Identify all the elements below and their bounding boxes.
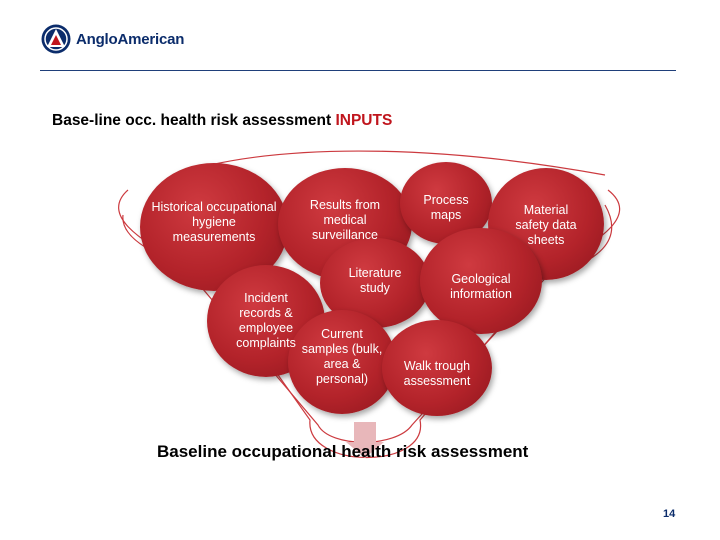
page-number: 14 [663, 508, 676, 520]
label-incident-records: Incident records & employee complaints [236, 291, 296, 350]
logo-text: AngloAmerican [76, 30, 185, 48]
title-accent: INPUTS [335, 112, 393, 129]
label-literature-study: Literature study [348, 266, 402, 295]
label-historical-measurements: Historical occupational hygiene measurements [151, 200, 277, 244]
label-process-maps: Process maps [423, 193, 469, 222]
title-main: Base-line occ. health risk assessment [52, 112, 336, 129]
arrow-stem [354, 422, 376, 444]
label-material-safety-data-sheets: Material safety data sheets [515, 203, 577, 247]
label-medical-surveillance: Results from medical surveillance [309, 198, 381, 242]
output-title: Baseline occupational health risk assessment [157, 442, 529, 461]
label-walk-trough-assessment: Walk trough assessment [403, 359, 471, 388]
label-current-samples: Current samples (bulk, area & personal) [301, 327, 383, 386]
label-geological-information: Geological information [450, 272, 512, 301]
